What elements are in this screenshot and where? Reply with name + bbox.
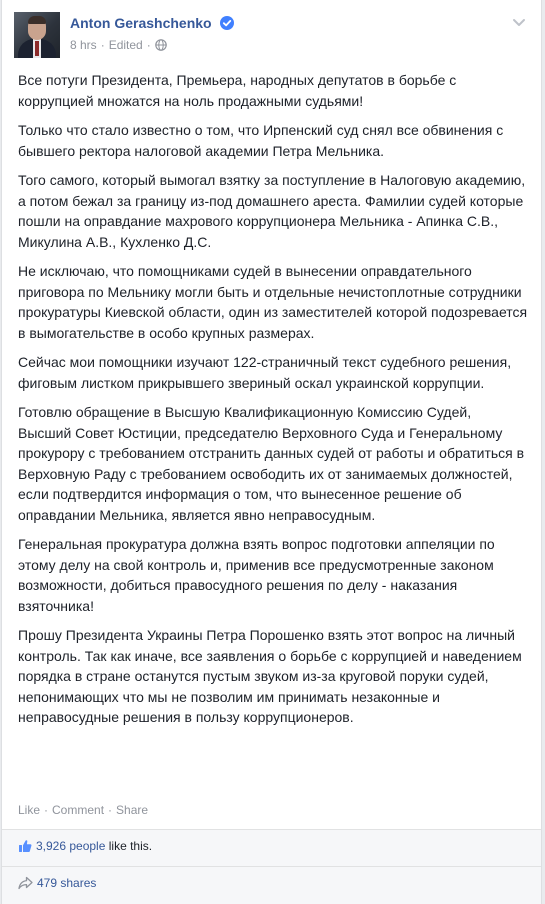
post-timestamp[interactable]: 8 hrs	[70, 38, 97, 52]
author-name-row	[70, 14, 234, 34]
comment-button[interactable]: Comment	[52, 803, 105, 817]
thumbs-up-icon	[18, 839, 32, 853]
likes-summary	[18, 839, 152, 857]
likes-count[interactable]: 3,926 people	[36, 839, 106, 853]
post-actions	[18, 803, 148, 817]
author-name[interactable]: Anton Gerashchenko	[70, 14, 212, 31]
post-meta	[70, 38, 167, 52]
author-avatar[interactable]	[14, 12, 60, 58]
edited-label[interactable]: Edited	[108, 38, 143, 52]
chevron-down-icon[interactable]	[512, 18, 526, 28]
action-separator: ·	[44, 803, 49, 817]
shares-summary	[18, 876, 96, 894]
post-card	[1, 0, 542, 904]
action-separator: ·	[108, 803, 113, 817]
post-paragraph: Все потуги Президента, Премьера, народных депутатов в борьбе с коррупцией множатся на ноль продажными судьями!	[18, 72, 457, 109]
verified-badge-icon	[220, 16, 234, 30]
post-paragraph: Генеральная прокуратура должна взять вопрос подготовки аппеляции по этому делу на свой контроль и, применив все предусмотренные законом возможности, добиться правосудного решения по делу - наказания взяточника!	[18, 536, 495, 614]
meta-separator: ·	[100, 38, 105, 52]
post-paragraph: Готовлю обращение в Высшую Квалификационную Комиссию Судей, Высший Совет Юстиции, председателю Верховного Суда и Генеральному прокурору с требованием отстранить данных судей от работы и обратиться в Верховную Раду с требованием освободить их от занимаемых должностей, если подтвердится информация о том, что вынесенное решение об оправдании Мельника, является явно неправосудным.	[18, 404, 525, 523]
post-text	[18, 70, 528, 737]
shares-count[interactable]: 479 shares	[37, 876, 97, 890]
post-paragraph: Сейчас мои помощники изучают 122-страничный текст судебного решения, фиговым листком прикрывшего звериный оскал украинской коррупции.	[18, 354, 512, 391]
post-header	[14, 12, 529, 60]
likes-suffix: like this.	[108, 839, 153, 853]
feedback-divider	[2, 866, 541, 867]
post-paragraph: Прошу Президента Украины Петра Порошенко взять этот вопрос на личный контроль. Так как иначе, все заявления о борьбе с коррупцией и наведением порядка в стране останутся пустым звуком из-за круговой поруки судей, непонимающих что мы не позволим им принимать незаконные и неправосудные решения в пользу коррупционеров.	[18, 627, 522, 725]
post-paragraph: Не исключаю, что помощниками судей в вынесении оправдательного приговора по Мельнику могли быть и отдельные нечистоплотные сотрудники прокуратуры Киевской области, один из заместителей которой подозревается в вымогательстве в особо крупных размерах.	[18, 263, 528, 341]
meta-separator: ·	[146, 38, 151, 52]
feedback-divider	[2, 829, 541, 830]
globe-icon[interactable]	[155, 39, 167, 51]
post-paragraph: Только что стало известно о том, что Ирпенский суд снял все обвинения с бывшего ректора налоговой академии Петра Мельника.	[18, 122, 504, 159]
post-paragraph: Того самого, который вымогал взятку за поступление в Налоговую академию, а потом бежал за границу из-под домашнего ареста. Фамилии судей которые пошли на оправдание махрового коррупционера Мельника - Апинка С.В., Микулина А.В., Кухленко Д.С.	[18, 172, 526, 250]
share-button[interactable]: Share	[116, 803, 149, 817]
share-arrow-icon	[18, 876, 33, 890]
like-button[interactable]: Like	[18, 803, 41, 817]
